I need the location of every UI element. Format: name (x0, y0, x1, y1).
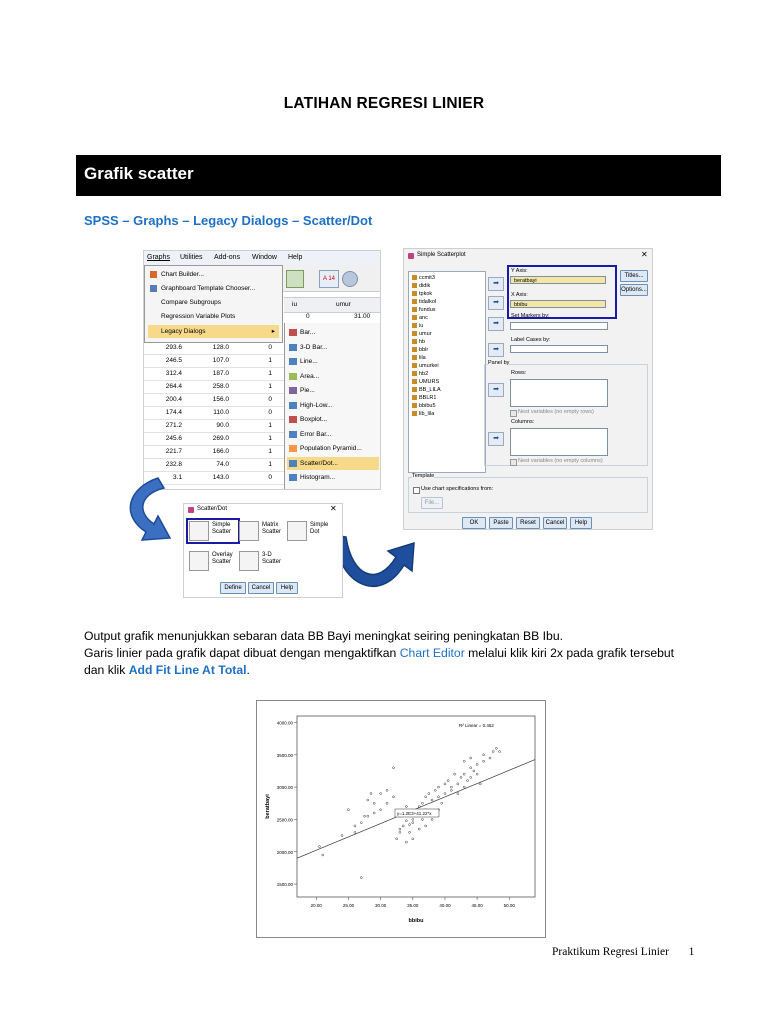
fit-line-label: y=1.2E3+41.22*x (397, 811, 432, 816)
breadcrumb: SPSS – Graphs – Legacy Dialogs – Scatter/Dot (84, 213, 373, 228)
matrix-scatter-icon (239, 521, 259, 541)
scatter-chart-svg (257, 701, 545, 937)
panel-by-label: Panel by (488, 360, 510, 366)
variable-label: hb2 (419, 371, 429, 377)
dot-plot-icon (287, 521, 307, 541)
table-cell[interactable]: 1 (268, 461, 272, 468)
ruler-icon (412, 299, 417, 304)
ruler-icon (412, 411, 417, 416)
menu-item-regression-plots[interactable]: Regression Variable Plots (161, 313, 236, 320)
y-tick-label: 2500.00 (276, 817, 293, 823)
chart-type-icon (289, 474, 297, 481)
chart-type-icon (289, 416, 297, 423)
rows-label: Rows: (511, 370, 527, 376)
graphs-menu-dropdown (144, 265, 283, 343)
table-cell[interactable]: 0 (268, 344, 272, 351)
cancel-button[interactable]: Cancel (543, 517, 567, 529)
ruler-icon (412, 291, 417, 296)
menu-utilities[interactable]: Utilities (180, 254, 203, 261)
3d-scatter-icon (239, 551, 259, 571)
chart-type-icon (289, 402, 297, 409)
help-button[interactable]: Help (570, 517, 592, 529)
section-title: Grafik scatter (84, 164, 194, 183)
template-group (408, 477, 648, 513)
legacy-menu-item[interactable] (287, 341, 379, 354)
table-cell[interactable]: 74.0 (216, 461, 229, 468)
variable-label: ccmit3 (419, 275, 435, 281)
variable-label: didik (419, 283, 431, 289)
table-row[interactable] (144, 393, 284, 407)
ruler-icon (412, 323, 417, 328)
table-cell[interactable]: 264.4 (165, 383, 182, 390)
paragraph-line-3: dan klik Add Fit Line At Total. (84, 663, 250, 677)
columns-label: Columns: (511, 419, 535, 425)
legacy-menu-label: Boxplot... (300, 416, 328, 423)
variable-label: lila (419, 355, 426, 361)
table-cell[interactable]: 269.0 (212, 435, 229, 442)
ruler-icon (412, 347, 417, 352)
spss-menubar (144, 251, 380, 266)
table-cell[interactable]: 174.4 (165, 409, 182, 416)
file-button[interactable]: File... (421, 497, 443, 509)
label-cases-field[interactable] (510, 345, 608, 353)
x-tick-label: 35.00 (407, 903, 419, 908)
menu-item-compare-subgroups[interactable]: Compare Subgroups (161, 299, 221, 306)
use-chart-spec-checkbox[interactable] (413, 487, 420, 494)
ruler-icon (412, 403, 417, 408)
table-cell[interactable]: 156.0 (212, 396, 229, 403)
help-button[interactable]: Help (276, 582, 298, 594)
ruler-icon (412, 355, 417, 360)
variable-label: hb (419, 339, 426, 345)
legacy-menu-label: High-Low... (300, 401, 333, 409)
menu-item-legacy-dialogs[interactable]: Legacy Dialogs ▸ (148, 325, 279, 338)
variable-item[interactable] (412, 395, 436, 401)
variable-label: bbibu5 (419, 403, 436, 409)
value-labels-icon[interactable]: A 14 (319, 270, 339, 288)
curved-arrow-up-icon (330, 525, 420, 610)
legacy-menu-item[interactable] (287, 384, 379, 397)
grid-header (284, 291, 380, 321)
move-to-label-button[interactable]: ➡ (488, 343, 504, 357)
circle-icon[interactable] (342, 271, 358, 287)
template-label: Template (412, 473, 435, 479)
table-cell[interactable]: 3.1 (172, 474, 182, 481)
table-cell[interactable]: 246.5 (165, 357, 182, 364)
variable-label: BB_LILA (419, 387, 441, 393)
table-cell[interactable]: 107.0 (212, 357, 229, 364)
chart-editor-term: Chart Editor (399, 646, 465, 660)
curved-arrow-down-icon (118, 470, 188, 550)
table-cell[interactable]: 90.0 (216, 422, 229, 429)
move-to-markers-button[interactable]: ➡ (488, 317, 504, 331)
table-row[interactable] (144, 445, 284, 459)
legacy-menu-label: Histogram... (300, 474, 336, 481)
table-row[interactable] (144, 341, 284, 355)
legacy-menu-item[interactable] (287, 428, 379, 441)
variable-item[interactable] (412, 307, 436, 313)
reset-button[interactable]: Reset (516, 517, 540, 529)
menu-add-ons[interactable]: Add-ons (214, 254, 241, 261)
simple-scatterplot-dialog (403, 248, 653, 530)
ruler-icon (412, 395, 417, 400)
scatter-chart (256, 700, 546, 938)
legacy-menu-label: Area... (300, 372, 320, 380)
variable-item[interactable] (412, 355, 426, 361)
nest-columns-label: Nest variables (no empty columns) (518, 458, 603, 464)
legacy-menu-label: Population Pyramid... (300, 445, 362, 452)
menu-graphs[interactable]: Graphs (147, 254, 170, 261)
table-cell[interactable]: 0 (268, 396, 272, 403)
variable-label: fundus (419, 307, 436, 313)
variable-label: tpkok (419, 291, 433, 297)
table-cell[interactable]: 293.6 (165, 344, 182, 351)
y-axis-field[interactable]: beratbayi (510, 276, 606, 284)
y-tick-label: 3500.00 (276, 752, 293, 758)
overlay-scatter-icon (189, 551, 209, 571)
table-cell[interactable]: 128.0 (212, 344, 229, 351)
x-tick-label: 30.00 (374, 903, 387, 908)
use-chart-spec-label: Use chart specifications from: (421, 486, 494, 492)
variable-item[interactable] (412, 371, 428, 377)
variable-item[interactable] (412, 363, 439, 369)
table-cell[interactable]: 200.4 (165, 396, 182, 403)
graphboard-icon (150, 285, 157, 292)
variable-label: UMURS (419, 379, 440, 385)
table-cell[interactable]: 187.0 (212, 370, 229, 377)
legacy-menu-item[interactable] (287, 457, 379, 470)
legacy-menu-item[interactable] (287, 413, 379, 426)
titles-button[interactable]: Titles... (620, 270, 648, 282)
chart-type-icon (289, 373, 297, 380)
y-axis-label: Y Axis: (511, 268, 528, 274)
x-axis-label: X Axis: (511, 292, 528, 298)
table-cell[interactable]: 271.2 (165, 422, 182, 429)
move-to-y-button[interactable]: ➡ (488, 277, 504, 291)
x-tick-label: 50.00 (503, 903, 515, 908)
scatter-icon (189, 521, 209, 541)
variable-label: umurkei (419, 363, 439, 369)
cancel-button[interactable]: Cancel (248, 582, 274, 594)
x-tick-label: 25.00 (342, 903, 355, 908)
ruler-icon (412, 387, 417, 392)
ruler-icon (412, 339, 417, 344)
footer (552, 946, 694, 958)
menu-window[interactable]: Window (252, 254, 277, 261)
table-cell[interactable]: 1 (268, 435, 272, 442)
table-cell[interactable]: 245.6 (165, 435, 182, 442)
menu-item-graphboard[interactable]: Graphboard Template Chooser... (148, 282, 279, 295)
variable-label: bblr (419, 347, 429, 353)
table-cell[interactable]: 312.4 (165, 370, 182, 377)
menu-help[interactable]: Help (288, 254, 303, 261)
legacy-dialogs-submenu (284, 323, 381, 489)
ruler-icon (412, 307, 417, 312)
legacy-menu-item[interactable] (287, 326, 379, 339)
r-squared-annotation: R² Linear = 0.462 (459, 723, 494, 728)
page-number: 1 (688, 946, 695, 958)
variable-label: BBLR1 (419, 395, 437, 401)
table-cell[interactable]: 232.8 (165, 461, 182, 468)
set-markers-field[interactable] (510, 322, 608, 330)
columns-field[interactable] (510, 428, 608, 456)
y-tick-label: 4000.00 (276, 720, 293, 726)
paragraph-line-2: Garis linier pada grafik dapat dibuat dengan mengaktifkan Chart Editor melalui klik kiri 2x pada grafik tersebut (84, 646, 675, 660)
legacy-menu-label: Line... (300, 358, 318, 365)
y-tick-label: 1500.00 (276, 882, 293, 888)
spss-toolbar (281, 265, 380, 292)
option-matrix-scatter[interactable]: Matrix Scatter (238, 520, 288, 542)
submenu-arrow-icon: ▸ (271, 328, 275, 335)
chart-type-icon (289, 431, 297, 438)
table-row[interactable] (144, 432, 284, 446)
dialog-app-icon (408, 253, 414, 259)
move-to-columns-button[interactable]: ➡ (488, 432, 504, 446)
variable-item[interactable] (412, 387, 441, 393)
table-row[interactable] (144, 406, 284, 420)
legacy-menu-label: Error Bar... (300, 430, 332, 438)
table-icon[interactable] (286, 270, 304, 288)
option-3d-scatter[interactable]: 3-D Scatter (238, 550, 288, 572)
variable-label: tidalkol (419, 299, 437, 305)
table-cell[interactable]: 221.7 (165, 448, 182, 455)
variable-list[interactable] (408, 271, 486, 473)
table-cell[interactable]: 0 (268, 474, 272, 481)
x-axis-label: bbibu (408, 918, 424, 924)
ruler-icon (412, 363, 417, 368)
legacy-menu-label: Bar... (300, 329, 316, 336)
legacy-menu-item[interactable] (287, 355, 379, 368)
variable-item[interactable] (412, 299, 436, 305)
table-cell[interactable]: 110.0 (213, 409, 229, 416)
ruler-icon (412, 379, 417, 384)
variable-item[interactable] (412, 411, 434, 417)
legacy-menu-label: Pie... (300, 387, 315, 394)
ruler-icon (412, 315, 417, 320)
table-row[interactable] (144, 367, 284, 381)
variable-label: iu (419, 323, 424, 329)
table-cell[interactable]: 1 (268, 357, 272, 364)
ruler-icon (412, 283, 417, 288)
legacy-menu-label: Scatter/Dot... (300, 459, 338, 467)
variable-item[interactable] (412, 275, 435, 281)
paste-button[interactable]: Paste (489, 517, 513, 529)
nest-rows-checkbox[interactable] (510, 410, 517, 417)
dialog-app-icon (188, 507, 194, 513)
chart-type-icon (289, 329, 297, 336)
variable-item[interactable] (412, 315, 428, 321)
variable-item[interactable] (412, 323, 423, 329)
section-header-bar (76, 155, 721, 196)
nest-columns-checkbox[interactable] (510, 459, 517, 466)
chart-builder-icon (150, 271, 157, 278)
variable-item[interactable] (412, 403, 436, 409)
variable-item[interactable] (412, 347, 428, 353)
variable-label: anc (419, 315, 428, 321)
dialog-title: Scatter/Dot (197, 506, 228, 512)
table-row[interactable] (144, 380, 284, 394)
x-tick-label: 45.00 (471, 903, 483, 908)
y-tick-label: 3000.00 (276, 785, 293, 791)
close-icon[interactable]: ✕ (330, 504, 337, 513)
legacy-menu-item[interactable] (287, 442, 379, 455)
nest-rows-label: Nest variables (no empty rows) (518, 409, 594, 415)
option-simple-dot[interactable]: Simple Dot (286, 520, 336, 542)
option-overlay-scatter[interactable]: Overlay Scatter (188, 550, 238, 572)
table-cell[interactable]: 258.0 (212, 383, 229, 390)
y-axis-label: beratbayi (265, 794, 271, 819)
rows-field[interactable] (510, 379, 608, 407)
menu-item-chart-builder[interactable]: Chart Builder... (148, 268, 279, 281)
table-row[interactable] (144, 419, 284, 433)
chart-type-icon (289, 358, 297, 365)
variable-item[interactable] (412, 339, 425, 345)
explanation-paragraph (84, 628, 734, 679)
table-cell[interactable]: 1 (268, 370, 272, 377)
table-row[interactable] (144, 354, 284, 368)
column-header-umur[interactable]: umur (336, 301, 351, 308)
move-to-x-button[interactable]: ➡ (488, 296, 504, 310)
spss-graphs-menu-screenshot (143, 250, 381, 490)
variable-item[interactable] (412, 291, 432, 297)
table-cell[interactable]: 143.0 (212, 474, 229, 481)
plot-area (297, 716, 535, 897)
legacy-menu-item[interactable] (287, 399, 379, 412)
label-cases-label: Label Cases by: (511, 337, 551, 343)
set-markers-label: Set Markers by: (511, 313, 550, 319)
table-cell[interactable]: 0 (268, 409, 272, 416)
x-tick-label: 20.00 (310, 903, 322, 908)
column-header-iu[interactable]: iu (292, 301, 298, 308)
options-button[interactable]: Options... (620, 284, 648, 296)
ruler-icon (412, 371, 417, 376)
legacy-menu-item[interactable] (287, 370, 379, 383)
dialog-title: Simple Scatterplot (417, 252, 466, 258)
table-cell[interactable]: 166.0 (212, 448, 229, 455)
scatter-dot-dialog (183, 503, 343, 598)
chart-type-icon (289, 445, 297, 452)
table-cell[interactable]: 1 (268, 448, 272, 455)
option-simple-scatter[interactable]: Simple Scatter (186, 518, 240, 544)
chart-type-icon (289, 344, 297, 351)
legacy-menu-label: 3-D Bar... (300, 343, 328, 351)
add-fit-line-term: Add Fit Line At Total (128, 663, 247, 677)
partial-cell: 0 (306, 313, 310, 320)
ruler-icon (412, 275, 417, 280)
x-tick-label: 40.00 (439, 903, 451, 908)
define-button[interactable]: Define (220, 582, 246, 594)
move-to-rows-button[interactable]: ➡ (488, 383, 504, 397)
table-cell[interactable]: 1 (268, 422, 272, 429)
ruler-icon (412, 331, 417, 336)
y-tick-label: 2000.00 (276, 849, 293, 855)
close-icon[interactable]: ✕ (641, 250, 648, 259)
chart-type-icon (289, 387, 297, 394)
legacy-menu-item[interactable] (287, 471, 379, 484)
x-axis-field[interactable]: bbibu (510, 300, 606, 308)
table-cell[interactable]: 1 (268, 383, 272, 390)
variable-item[interactable] (412, 331, 432, 337)
variable-label: lib_lila (419, 411, 435, 417)
page-title: LATIHAN REGRESI LINIER (283, 95, 485, 112)
variable-label: umur (419, 331, 432, 337)
footer-title: Praktikum Regresi Linier (552, 946, 669, 958)
paragraph-line-1: Output grafik menunjukkan sebaran data BB Bayi meningkat seiring peningkatan BB Ibu. (84, 629, 563, 643)
partial-cell: 31.00 (354, 313, 371, 320)
variable-item[interactable] (412, 283, 430, 289)
chart-type-icon (289, 460, 297, 467)
ok-button[interactable]: OK (462, 517, 486, 529)
variable-item[interactable] (412, 379, 439, 385)
